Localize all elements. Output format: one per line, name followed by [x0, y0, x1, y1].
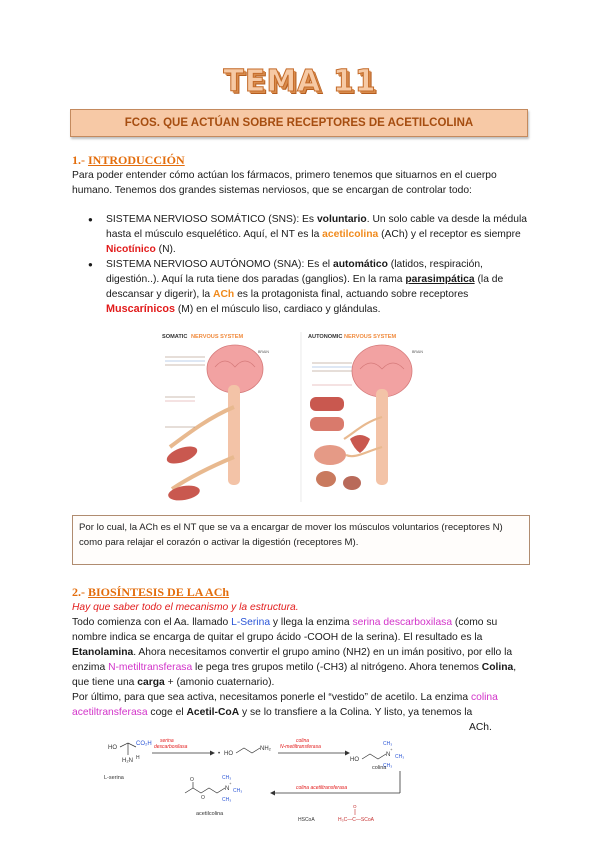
fig-brain-label-right: BRAIN: [412, 350, 423, 354]
section1-intro: Para poder entender cómo actúan los fármacos, primero tenemos que situarnos en el cuerpo humano. Tenemos dos grandes sistemas nerviosos, que se encargan de controlar todo:: [72, 170, 497, 196]
subtitle-banner: FCOS. QUE ACTÚAN SOBRE RECEPTORES DE ACETILCOLINA: [70, 109, 528, 137]
organ-icon-2: [310, 417, 344, 431]
svg-text:O: O: [353, 804, 357, 809]
svg-text:CH₃: CH₃: [383, 741, 393, 747]
serine-structure: [104, 741, 152, 781]
acetylcholine-structure: [185, 775, 242, 817]
nervous-systems-list: [72, 212, 532, 317]
fig-autonomic-sub: NERVOUS SYSTEM: [344, 334, 397, 340]
serine-label: L-serina: [104, 775, 124, 781]
svg-text:H₂N: H₂N: [122, 758, 133, 764]
hscoa-label: HSCoA: [298, 817, 315, 823]
svg-text:H: H: [136, 755, 140, 761]
section1-number: 1.-: [72, 153, 85, 167]
svg-text:CH₃: CH₃: [233, 788, 243, 794]
choline-label: colina: [372, 765, 387, 771]
section1-title: INTRODUCCIÓN: [88, 153, 185, 167]
svg-text:CH₃: CH₃: [222, 775, 232, 781]
conclusion-note: Por lo cual, la ACh es el NT que se va a encargar de mover los músculos voluntarios (receptores N) como para relajar el corazón o activar la digestión (receptores M).: [72, 515, 530, 565]
fig-autonomic-label: AUTONOMIC: [308, 334, 343, 340]
choline-structure: [350, 741, 404, 771]
svg-text:CH₃: CH₃: [383, 763, 393, 769]
list-item-autonomic: ● SISTEMA NERVIOSO AUTÓNOMO (SNA): Es el automático (latidos, respiración, digestión..). Aquí la ruta tiene dos paradas (ganglios). En la rama parasimpática (la de descansar y digerir), la ACh es la protagonista final, actuando sobre receptores Muscarínicos (M) en el músculo liso, cardiaco y glándulas.: [72, 257, 532, 317]
ach-end-word: ACh.: [469, 722, 492, 733]
biosynthesis-paragraph-2: Por último, para que sea activa, necesitamos ponerle el “vestido” de acetilo. La enzima colina acetiltransferasa coge el Acetil-CoA y se lo transfiere a la Colina. Y listo, ya tenemos la: [72, 692, 498, 718]
svg-text:CO₂H: CO₂H: [136, 741, 152, 747]
enzyme1-label-b: descarboxilasa: [154, 744, 188, 750]
svg-text:N: N: [386, 752, 391, 758]
fig-somatic-sub: NERVOUS SYSTEM: [191, 334, 244, 340]
section2-title: BIOSÍNTESIS DE LA ACh: [88, 585, 230, 599]
enzyme3-label: colina acetiltransferasa: [296, 785, 348, 791]
biosynthesis-paragraph-1: Todo comienza con el Aa. llamado L-Serina y llega la enzima serina descarboxilasa (como su nombre indica se encarga de quitar el grupo ácido -COOH de la serina). El resultado es la Etanolamina. Ahora necesitamos convertir el grupo amino (NH2) en un imán positivo, por ello la enzima N-metiltransferasa le pega tres grupos metilo (-CH3) al nitrógeno. Ahora tenemos Colina, que tiene una carga + (amonio cuaternario).: [72, 617, 517, 688]
enzyme1-label-a: serina: [160, 738, 174, 744]
section2-subtitle: Hay que saber todo el mecanismo y la estructura.: [72, 602, 299, 613]
nervous-system-figure: [160, 327, 443, 505]
organ-icon-1: [310, 397, 344, 411]
svg-text:⁺: ⁺: [390, 748, 393, 754]
enzyme2-label-b: N-metiltransferasa: [280, 744, 321, 750]
svg-text:HO: HO: [350, 757, 359, 763]
svg-text:•: •: [218, 751, 221, 757]
svg-text:O: O: [201, 795, 205, 801]
svg-text:CH₃: CH₃: [222, 797, 232, 803]
ethanolamine-structure: [224, 746, 272, 757]
svg-text:⁺: ⁺: [229, 782, 232, 788]
kidney-icon: [343, 476, 361, 490]
intestine-icon: [314, 445, 346, 465]
stomach-icon: [316, 471, 336, 487]
list-item-somatic: ● SISTEMA NERVIOSO SOMÁTICO (SNS): Es voluntario. Un solo cable va desde la médula hasta el músculo esquelético. Aquí, el NT es la acetilcolina (ACh) y el receptor es siempre Nicotínico (N).: [72, 212, 532, 257]
fig-somatic-label: SOMATIC: [162, 334, 188, 340]
fig-brain-label-left: BRAIN: [258, 350, 269, 354]
acetylcholine-label: acetilcolina: [196, 811, 224, 817]
biosynthesis-scheme: [100, 735, 520, 835]
tema-title: TEMA 11: [223, 64, 377, 99]
svg-text:HO: HO: [108, 745, 117, 751]
section2-heading: [72, 585, 229, 600]
spinal-cord-left: [228, 385, 240, 485]
svg-text:CH₃: CH₃: [395, 754, 405, 760]
section2-number: 2.-: [72, 585, 85, 599]
section1-heading: [72, 153, 185, 168]
svg-text:NH₂: NH₂: [260, 746, 271, 752]
svg-text:O: O: [190, 777, 194, 783]
spinal-cord-right: [376, 389, 388, 485]
svg-text:N: N: [225, 786, 230, 792]
acetylcoa-label: H₃C—C—SCoA: [338, 817, 374, 823]
enzyme2-label-a: colina: [296, 738, 310, 744]
svg-text:HO: HO: [224, 751, 233, 757]
